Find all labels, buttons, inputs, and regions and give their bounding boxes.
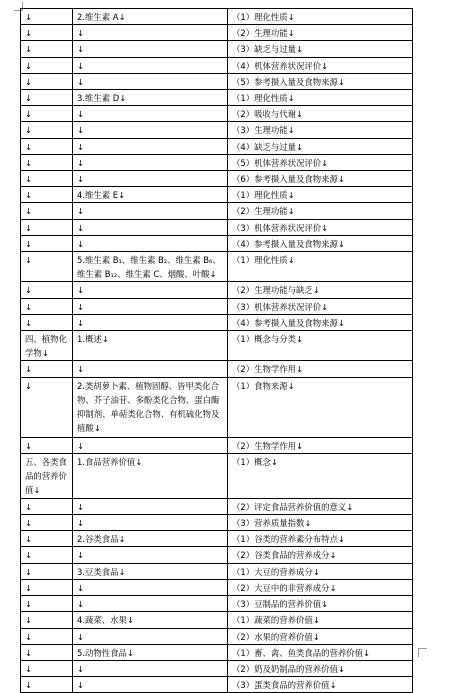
margin-mark <box>418 648 427 657</box>
table-row <box>21 437 413 453</box>
table-row <box>21 515 413 531</box>
category-cell: ↓ <box>21 531 73 547</box>
detail-cell: （4）缺乏与过量↓ <box>228 138 413 154</box>
table-row <box>21 660 413 676</box>
topic-cell: ↓ <box>73 25 228 41</box>
topic-cell: ↓ <box>73 498 228 514</box>
table-row <box>21 106 413 122</box>
category-cell: ↓ <box>21 252 73 282</box>
category-cell: ↓ <box>21 171 73 187</box>
topic-cell: ↓ <box>73 122 228 138</box>
table-row <box>21 252 413 282</box>
topic-cell: ↓ <box>73 596 228 612</box>
category-cell: ↓ <box>21 660 73 676</box>
table-row <box>21 298 413 314</box>
table-row <box>21 628 413 644</box>
category-cell: ↓ <box>21 437 73 453</box>
table-row <box>21 25 413 41</box>
topic-cell: 5.维生素 B₁、维生素 B₂、维生素 B₆、维生素 B₁₂、维生素 C、烟酸、叶酸↓ <box>73 252 228 282</box>
topic-cell: 5.动物性食品↓ <box>73 644 228 660</box>
category-cell: ↓ <box>21 106 73 122</box>
topic-cell: 2.谷类食品↓ <box>73 531 228 547</box>
table-row <box>21 41 413 57</box>
category-cell: ↓ <box>21 563 73 579</box>
topic-cell: ↓ <box>73 547 228 563</box>
category-cell: ↓ <box>21 25 73 41</box>
category-cell: ↓ <box>21 547 73 563</box>
detail-cell: （1）概念↓ <box>228 453 413 498</box>
detail-cell: （1）大豆的营养成分↓ <box>228 563 413 579</box>
table-row <box>21 90 413 106</box>
category-cell: ↓ <box>21 90 73 106</box>
detail-cell: （2）吸收与代谢↓ <box>228 106 413 122</box>
category-cell: ↓ <box>21 498 73 514</box>
topic-cell: ↓ <box>73 154 228 170</box>
category-cell: ↓ <box>21 138 73 154</box>
category-cell: ↓ <box>21 612 73 628</box>
detail-cell: （3）蛋类食品的营养价值↓ <box>228 677 413 693</box>
category-cell: ↓ <box>21 282 73 298</box>
table-row <box>21 331 413 361</box>
detail-cell: （2）水果的营养价值↓ <box>228 628 413 644</box>
topic-cell: ↓ <box>73 219 228 235</box>
table-row <box>21 596 413 612</box>
category-cell: ↓ <box>21 628 73 644</box>
category-cell: ↓ <box>21 219 73 235</box>
detail-cell: （3）豆制品的营养价值↓ <box>228 596 413 612</box>
topic-cell: ↓ <box>73 106 228 122</box>
table-row <box>21 547 413 563</box>
detail-cell: （3）机体营养状况评价↓ <box>228 298 413 314</box>
detail-cell: （2）奶及奶制品的营养价值↓ <box>228 660 413 676</box>
detail-cell: （1）谷类的营养素分布特点↓ <box>228 531 413 547</box>
detail-cell: （2）大豆中的非营养成分↓ <box>228 579 413 595</box>
table-row <box>21 187 413 203</box>
topic-cell: ↓ <box>73 138 228 154</box>
detail-cell: （2）生物学作用↓ <box>228 361 413 377</box>
table-row <box>21 498 413 514</box>
table-row <box>21 219 413 235</box>
category-cell: ↓ <box>21 361 73 377</box>
table-row <box>21 154 413 170</box>
detail-cell: （2）生理功能↓ <box>228 203 413 219</box>
table-row <box>21 171 413 187</box>
category-cell: ↓ <box>21 377 73 437</box>
topic-cell: 3.维生素 D↓ <box>73 90 228 106</box>
topic-cell: ↓ <box>73 579 228 595</box>
detail-cell: （1）蔬菜的营养价值↓ <box>228 612 413 628</box>
table-row <box>21 453 413 498</box>
category-cell: ↓ <box>21 9 73 25</box>
topic-cell: ↓ <box>73 298 228 314</box>
topic-cell: ↓ <box>73 203 228 219</box>
detail-cell: （1）食物来源↓ <box>228 377 413 437</box>
table-row <box>21 235 413 251</box>
table-row <box>21 9 413 25</box>
table-body <box>21 9 413 693</box>
topic-cell: ↓ <box>73 677 228 693</box>
detail-cell: （1）理化性质↓ <box>228 252 413 282</box>
topic-cell: 1.食品营养价值↓ <box>73 453 228 498</box>
table-row <box>21 563 413 579</box>
category-cell: ↓ <box>21 73 73 89</box>
topic-cell: ↓ <box>73 171 228 187</box>
detail-cell: （1）理化性质↓ <box>228 90 413 106</box>
category-cell: ↓ <box>21 235 73 251</box>
category-cell: ↓ <box>21 154 73 170</box>
detail-cell: （4）参考摄入量及食物来源↓ <box>228 314 413 330</box>
table-row <box>21 122 413 138</box>
table-row <box>21 377 413 437</box>
table-row <box>21 531 413 547</box>
detail-cell: （3）营养质量指数↓ <box>228 515 413 531</box>
table-row <box>21 314 413 330</box>
table-row <box>21 203 413 219</box>
category-cell: ↓ <box>21 677 73 693</box>
category-cell: ↓ <box>21 596 73 612</box>
table-row <box>21 73 413 89</box>
topic-cell: ↓ <box>73 515 228 531</box>
nutrition-outline-table <box>20 8 413 693</box>
topic-cell: ↓ <box>73 235 228 251</box>
topic-cell: 1.概述↓ <box>73 331 228 361</box>
detail-cell: （3）机体营养状况评价↓ <box>228 219 413 235</box>
topic-cell: 3.豆类食品↓ <box>73 563 228 579</box>
category-cell: ↓ <box>21 187 73 203</box>
topic-cell: ↓ <box>73 57 228 73</box>
detail-cell: （1）理化性质↓ <box>228 187 413 203</box>
topic-cell: 4.蔬菜、水果↓ <box>73 612 228 628</box>
detail-cell: （1）概念与分类↓ <box>228 331 413 361</box>
topic-cell: ↓ <box>73 660 228 676</box>
category-cell: ↓ <box>21 122 73 138</box>
category-cell: 四、植物化学物↓ <box>21 331 73 361</box>
detail-cell: （2）生理功能与缺乏↓ <box>228 282 413 298</box>
table-row <box>21 138 413 154</box>
category-cell: ↓ <box>21 57 73 73</box>
category-cell: ↓ <box>21 298 73 314</box>
topic-cell: 4.维生素 E↓ <box>73 187 228 203</box>
topic-cell: ↓ <box>73 314 228 330</box>
detail-cell: （1）畜、禽、鱼类食品的营养价值↓ <box>228 644 413 660</box>
detail-cell: （4）参考摄入量及食物来源↓ <box>228 235 413 251</box>
topic-cell: ↓ <box>73 73 228 89</box>
detail-cell: （6）参考摄入量及食物来源↓ <box>228 171 413 187</box>
topic-cell: ↓ <box>73 41 228 57</box>
detail-cell: （2）生物学作用↓ <box>228 437 413 453</box>
topic-cell: ↓ <box>73 282 228 298</box>
topic-cell: 2.维生素 A↓ <box>73 9 228 25</box>
detail-cell: （5）机体营养状况评价↓ <box>228 154 413 170</box>
table-row <box>21 282 413 298</box>
table-row <box>21 677 413 693</box>
category-cell: ↓ <box>21 203 73 219</box>
category-cell: ↓ <box>21 579 73 595</box>
category-cell: 五、各类食品的营养价值↓ <box>21 453 73 498</box>
detail-cell: （2）评定食品营养价值的意义↓ <box>228 498 413 514</box>
category-cell: ↓ <box>21 41 73 57</box>
detail-cell: （5）参考摄入量及食物来源↓ <box>228 73 413 89</box>
topic-cell: ↓ <box>73 361 228 377</box>
topic-cell: 2.类胡萝卜素、植物固醇、皆甲类化合物、芥子油苷、多酚类化合物、蛋白酶抑制剂、单萜类化合物、有机硫化物及植酸↓ <box>73 377 228 437</box>
topic-cell: ↓ <box>73 628 228 644</box>
detail-cell: （3）缺乏与过量↓ <box>228 41 413 57</box>
category-cell: ↓ <box>21 515 73 531</box>
topic-cell: ↓ <box>73 437 228 453</box>
detail-cell: （3）生理功能↓ <box>228 122 413 138</box>
detail-cell: （1）理化性质↓ <box>228 9 413 25</box>
table-row <box>21 579 413 595</box>
detail-cell: （4）机体营养状况评价↓ <box>228 57 413 73</box>
table-row <box>21 644 413 660</box>
detail-cell: （2）生理功能↓ <box>228 25 413 41</box>
category-cell: ↓ <box>21 644 73 660</box>
table-row <box>21 361 413 377</box>
category-cell: ↓ <box>21 314 73 330</box>
detail-cell: （2）谷类食品的营养成分↓ <box>228 547 413 563</box>
table-row <box>21 612 413 628</box>
table-row <box>21 57 413 73</box>
